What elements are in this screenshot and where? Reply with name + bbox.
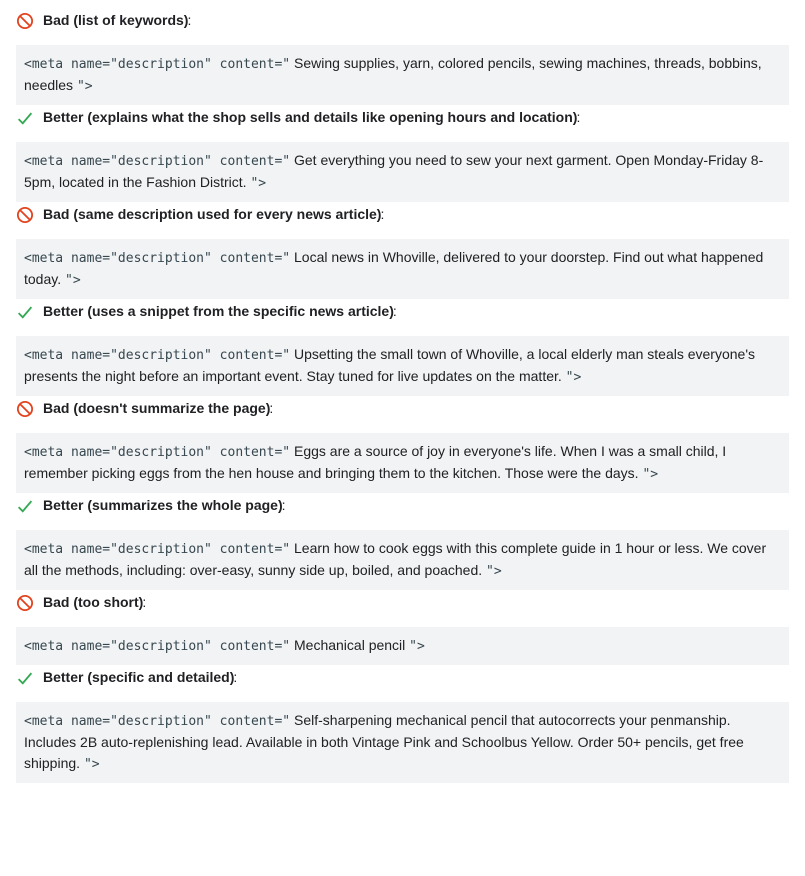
- meta-tag-open: <meta name="description" content=": [24, 445, 291, 460]
- example-heading: [16, 204, 789, 225]
- meta-tag-open: <meta name="description" content=": [24, 348, 291, 363]
- checkmark-icon: [16, 669, 34, 687]
- example-label-wrap: [43, 107, 580, 128]
- checkmark-icon: [16, 497, 34, 515]
- example-heading: [16, 10, 789, 31]
- example-section-better-shop: [16, 107, 789, 202]
- meta-tag-close: ">: [250, 176, 267, 191]
- example-label-wrap: [43, 301, 397, 322]
- example-section-bad-keywords: [16, 10, 789, 105]
- prohibited-icon: [16, 12, 34, 30]
- example-label: Bad (list of keywords): [43, 12, 189, 28]
- description-text: Self-sharpening mechanical pencil that autocorrects your penmanship. Includes 2B auto-replenishing lead. Available in both Vintage Pink and Schoolbus Yellow. Order 50+ pencils, get free shipping.: [24, 712, 744, 771]
- label-colon: :: [187, 12, 192, 28]
- example-label: Bad (too short): [43, 594, 144, 610]
- meta-tag-open: <meta name="description" content=": [24, 714, 291, 729]
- code-block: [16, 702, 789, 783]
- prohibited-icon: [16, 206, 34, 224]
- example-section-bad-no-summary: [16, 398, 789, 493]
- label-colon: :: [576, 109, 581, 125]
- description-text: Get everything you need to sew your next garment. Open Monday-Friday 8-5pm, located in the Fashion District.: [24, 152, 764, 190]
- example-label-wrap: [43, 10, 191, 31]
- label-colon: :: [142, 594, 147, 610]
- prohibited-icon: [16, 400, 34, 418]
- meta-tag-open: <meta name="description" content=": [24, 639, 291, 654]
- description-text: Local news in Whoville, delivered to your doorstep. Find out what happened today.: [24, 249, 764, 287]
- example-section-bad-duplicate: [16, 204, 789, 299]
- label-colon: :: [392, 303, 397, 319]
- example-label-wrap: [43, 204, 384, 225]
- description-text: Eggs are a source of joy in everyone's life. When I was a small child, I remember picking eggs from the hen house and bringing them to the kitchen. Those were the days.: [24, 443, 727, 481]
- meta-tag-close: ">: [65, 273, 81, 288]
- code-block: [16, 239, 789, 299]
- meta-tag-close: ">: [486, 564, 502, 579]
- checkmark-icon: [16, 303, 34, 321]
- code-block: [16, 530, 789, 590]
- example-heading: [16, 495, 789, 516]
- example-section-bad-too-short: [16, 592, 789, 665]
- example-label: Better (uses a snippet from the specific news article): [43, 303, 394, 319]
- meta-tag-close: ">: [565, 370, 582, 385]
- example-label: Bad (same description used for every news article): [43, 206, 382, 222]
- example-heading: [16, 107, 789, 128]
- example-heading: [16, 592, 789, 613]
- example-section-better-snippet: [16, 301, 789, 396]
- meta-tag-close: ">: [409, 639, 425, 654]
- example-section-better-detailed: [16, 667, 789, 783]
- meta-tag-open: <meta name="description" content=": [24, 251, 291, 266]
- example-heading: [16, 667, 789, 688]
- example-label-wrap: [43, 592, 146, 613]
- code-block: [16, 627, 789, 665]
- example-heading: [16, 301, 789, 322]
- meta-tag-close: ">: [76, 79, 93, 94]
- example-label: Better (summarizes the whole page): [43, 497, 283, 513]
- code-block: [16, 45, 789, 105]
- meta-tag-close: ">: [642, 467, 659, 482]
- description-text: Learn how to cook eggs with this complete guide in 1 hour or less. We cover all the methods, including: over-easy, sunny side up, boiled, and poached.: [24, 540, 767, 578]
- label-colon: :: [269, 400, 274, 416]
- code-block: [16, 336, 789, 396]
- label-colon: :: [281, 497, 286, 513]
- example-label: Better (specific and detailed): [43, 669, 235, 685]
- code-block: [16, 433, 789, 493]
- meta-tag-open: <meta name="description" content=": [24, 542, 291, 557]
- label-colon: :: [380, 206, 385, 222]
- checkmark-icon: [16, 109, 34, 127]
- description-text: Mechanical pencil: [290, 637, 410, 653]
- example-section-better-summary: [16, 495, 789, 590]
- meta-tag-open: <meta name="description" content=": [24, 57, 291, 72]
- example-label-wrap: [43, 398, 273, 419]
- label-colon: :: [233, 669, 238, 685]
- meta-tag-open: <meta name="description" content=": [24, 154, 291, 169]
- prohibited-icon: [16, 594, 34, 612]
- description-text: Upsetting the small town of Whoville, a local elderly man steals everyone's presents the night before an important event. Stay tuned for live updates on the matter.: [24, 346, 755, 384]
- example-label: Bad (doesn't summarize the page): [43, 400, 271, 416]
- meta-tag-close: ">: [83, 757, 100, 772]
- description-text: Sewing supplies, yarn, colored pencils, sewing machines, threads, bobbins, needles: [24, 55, 762, 93]
- example-heading: [16, 398, 789, 419]
- example-label-wrap: [43, 667, 237, 688]
- code-block: [16, 142, 789, 202]
- example-label: Better (explains what the shop sells and details like opening hours and location): [43, 109, 578, 125]
- example-label-wrap: [43, 495, 286, 516]
